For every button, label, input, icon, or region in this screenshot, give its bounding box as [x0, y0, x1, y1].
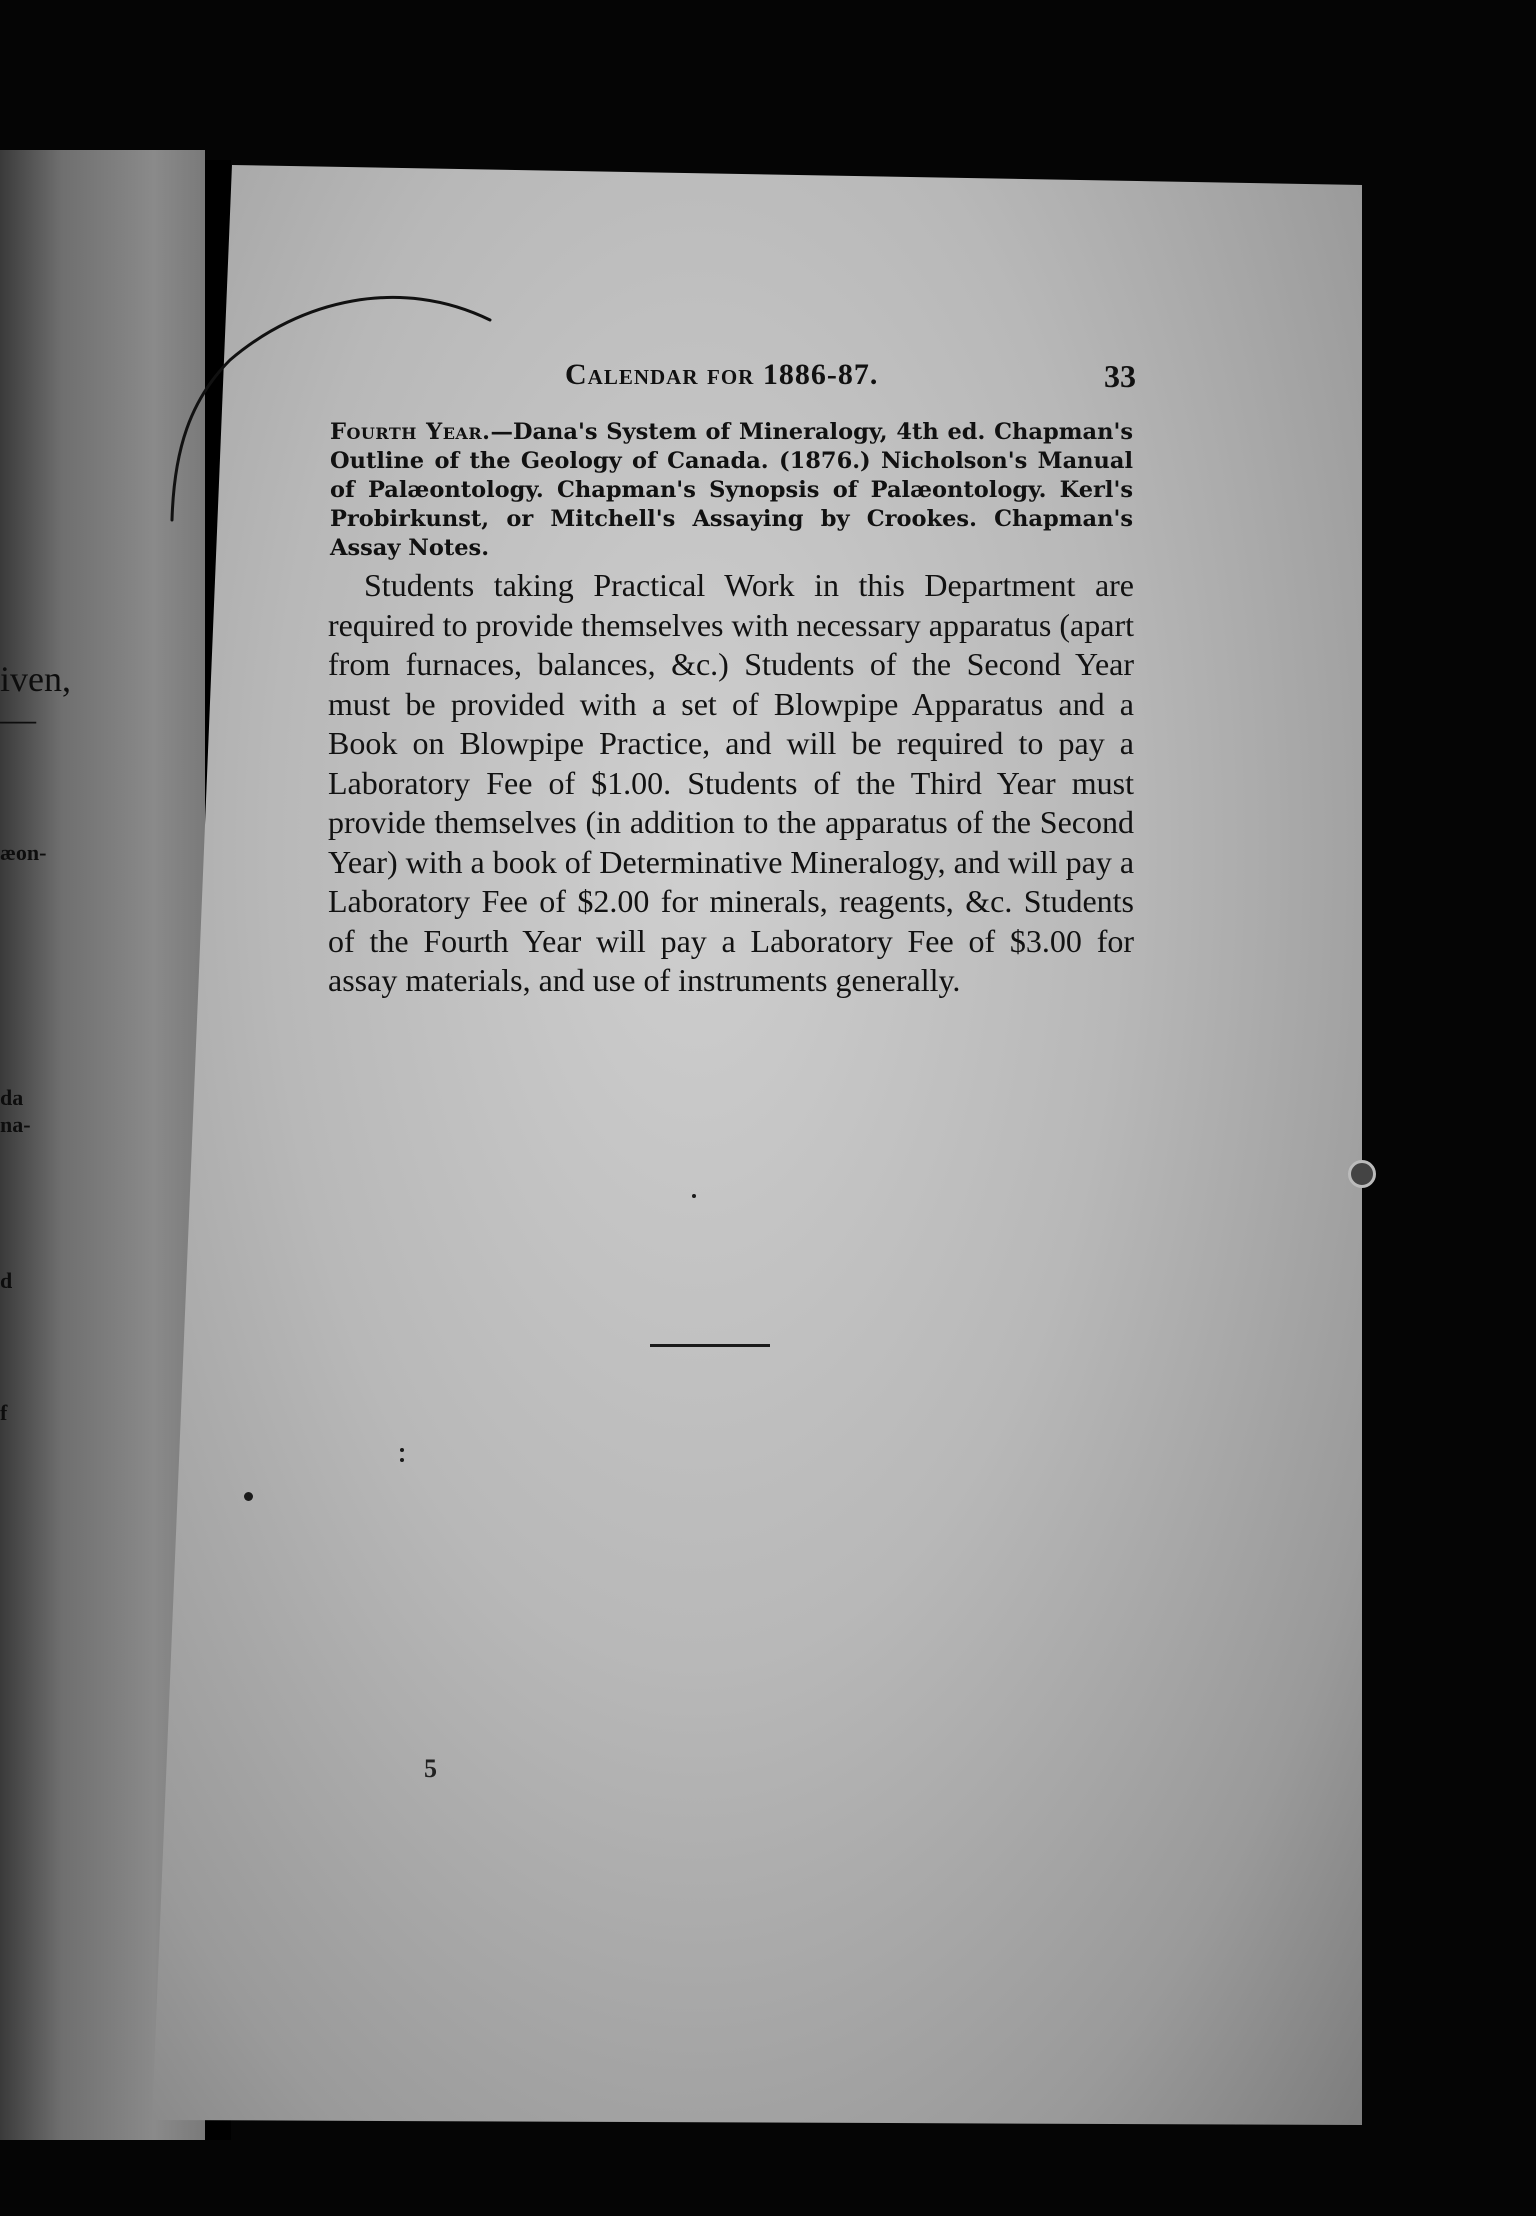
- reading-list-text: —Dana's System of Mineralogy, 4th ed. Chapman's Outline of the Geology of Canada. (1876.) Nicholson's Manual of Palæontology. Chapman's Synopsis of Palæontology. Kerl's Probirkunst, or Mitchell's Assaying by Crookes. Chapman's Assay Notes.: [330, 419, 1134, 561]
- section-rule: [650, 1344, 770, 1347]
- left-fragment-1: iven,: [0, 659, 71, 699]
- speck: [692, 1194, 696, 1198]
- left-fragment-6: d: [0, 1268, 13, 1293]
- reading-list-lead: Fourth Year.: [330, 419, 491, 445]
- left-fragment-4: da: [0, 1085, 24, 1110]
- paper-hole: [1348, 1160, 1376, 1188]
- page-number: 33: [1104, 358, 1136, 394]
- left-fragment-5: na-: [0, 1112, 31, 1137]
- left-fragment-3: æon-: [0, 840, 47, 865]
- speck: [400, 1458, 404, 1462]
- practical-work-paragraph: Students taking Practical Work in this Department are required to provide themselves with necessary apparatus (apart from furnaces, balances, &c.) Students of the Second Year must be provided with a set of Blowpipe Apparatus and a Book on Blowpipe Practice, and will be required to pay a Laboratory Fee of $1.00. Students of the Third Year must provide themselves (in addition to the apparatus of the Second Year) with a book of Determinative Mineralogy, and will pay a Laboratory Fee of $2.00 for minerals, reagents, &c. Students of the Fourth Year will pay a Laboratory Fee of $3.00 for assay materials, and use of instruments generally.: [328, 567, 1135, 998]
- left-fragment-2: —: [0, 699, 36, 739]
- running-head: Calendar for 1886-87.: [565, 358, 879, 391]
- fourth-year-reading-list: [330, 418, 1133, 563]
- bleed-through-text: [280, 1080, 1140, 1800]
- speck: [400, 1448, 404, 1452]
- signature-mark: 5: [424, 1754, 437, 1783]
- left-fragment-7: f: [0, 1400, 8, 1425]
- speck: [244, 1492, 253, 1501]
